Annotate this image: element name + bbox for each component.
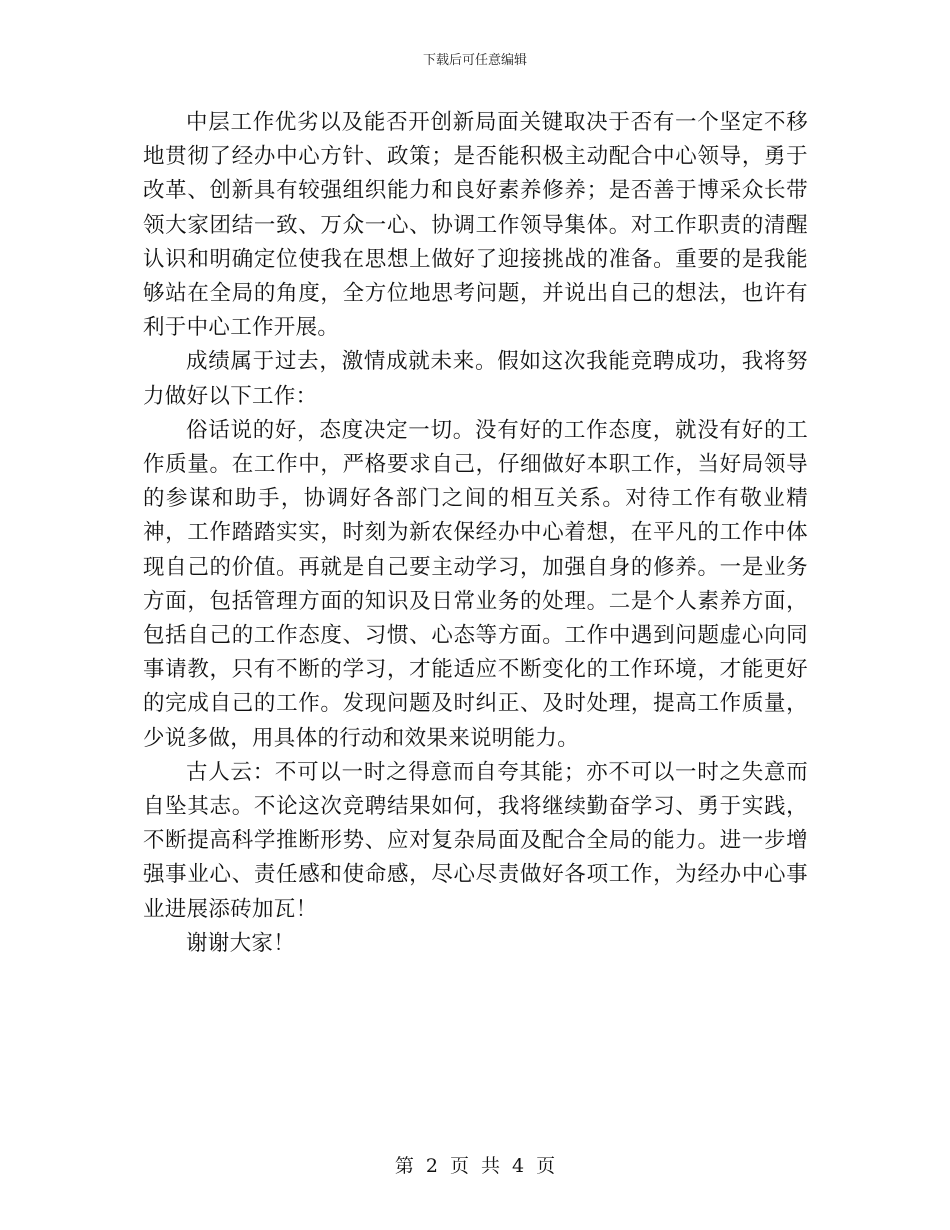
page-number-footer: 第 2 页 共 4 页 [394, 1155, 556, 1177]
paragraph: 中层工作优劣以及能否开创新局面关键取决于否有一个坚定不移地贯彻了经办中心方针、政策；是否能积极主动配合中心领导，勇于改革、创新具有较强组织能力和良好素养修养；是否善于博采众长带领大家团结一致、万众一心、协调工作领导集体。对工作职责的清醒认识和明确定位使我在思想上做好了迎接挑战的准备。重要的是我能够站在全局的角度，全方位地思考问题，并说出自己的想法，也许有利于中心工作开展。 [143, 110, 808, 341]
paragraph: 谢谢大家！ [186, 930, 296, 956]
document-body [143, 106, 808, 961]
paragraph: 成绩属于过去，激情成就未来。假如这次我能竞聘成功，我将努力做好以下工作： [143, 349, 808, 409]
paragraph: 古人云：不可以一时之得意而自夸其能；亦不可以一时之失意而自坠其志。不论这次竞聘结果如何，我将继续勤奋学习、勇于实践，不断提高科学推断形势、应对复杂局面及配合全局的能力。进一步增强事业心、责任感和使命感，尽心尽责做好各项工作，为经办中心事业进展添砖加瓦！ [143, 759, 808, 922]
paragraph: 俗话说的好，态度决定一切。没有好的工作态度，就没有好的工作质量。在工作中，严格要求自己，仔细做好本职工作，当好局领导的参谋和助手，协调好各部门之间的相互关系。对待工作有敬业精神，工作踏踏实实，时刻为新农保经办中心着想，在平凡的工作中体现自己的价值。再就是自己要主动学习，加强自身的修养。一是业务方面，包括管理方面的知识及日常业务的处理。二是个人素养方面，包括自己的工作态度、习惯、心态等方面。工作中遇到问题虚心向同事请教，只有不断的学习，才能适应不断变化的工作环境，才能更好的完成自己的工作。发现问题及时纠正、及时处理，提高工作质量，少说多做，用具体的行动和效果来说明能力。 [143, 417, 808, 751]
page-header: 下载后可任意编辑 [422, 53, 527, 68]
